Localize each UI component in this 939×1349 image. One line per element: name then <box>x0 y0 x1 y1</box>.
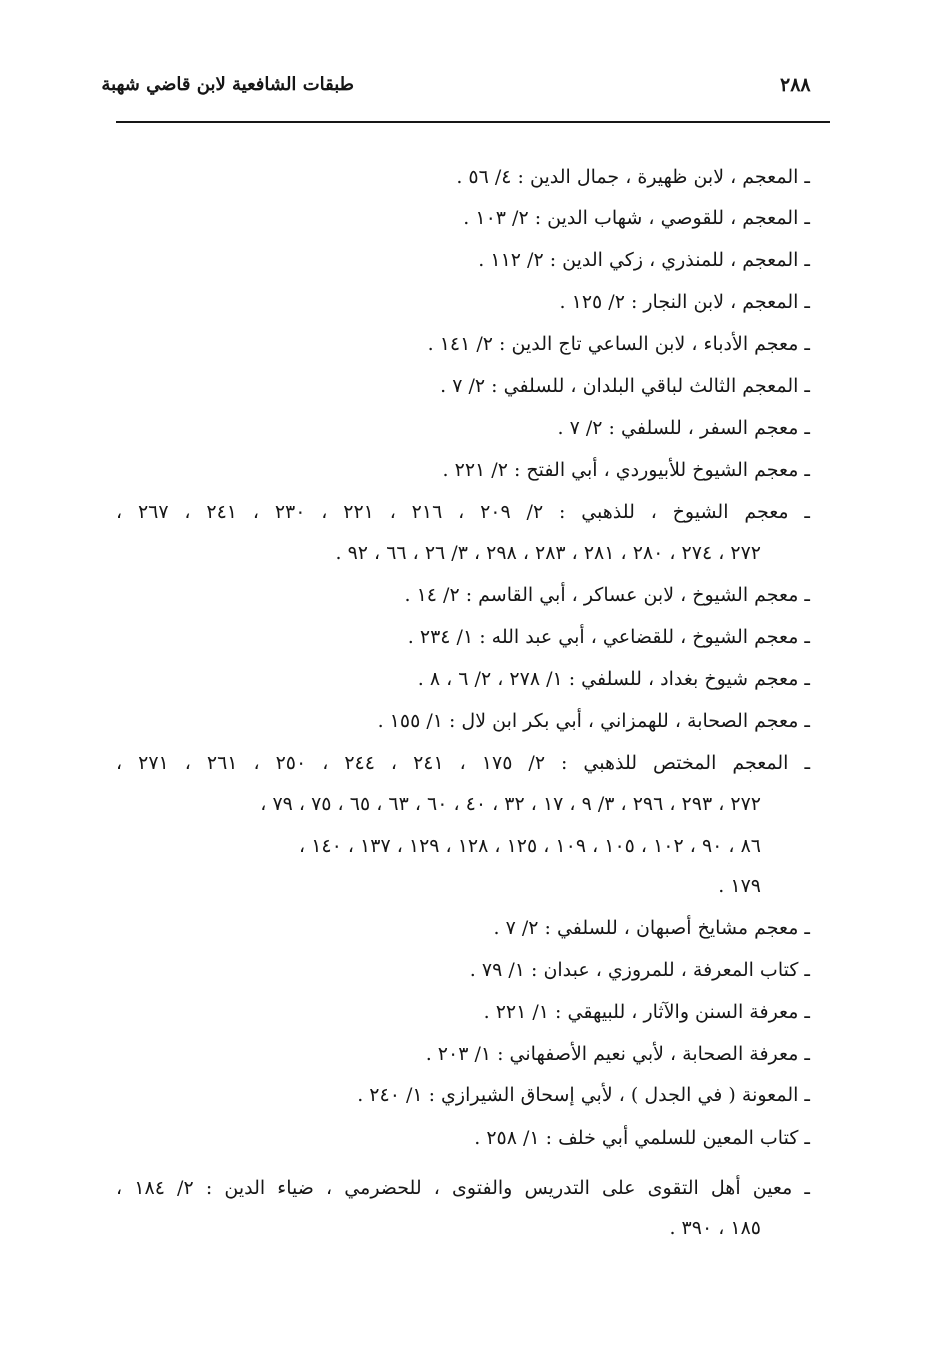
index-entry-continuation: ٨٦ ، ٩٠ ، ١٠٢ ، ١٠٥ ، ١٠٩ ، ١٢٥ ، ١٢٨ ، ١٢٩ ، ١٣٧ ، ١٤٠ ، <box>299 835 761 857</box>
index-entry: ـ المعجم ، لابن النجار : ٢/ ١٢٥ . <box>559 291 810 313</box>
index-entry: ـ المعجم ، لابن ظهيرة ، جمال الدين : ٤/ ٥٦ . <box>456 166 810 188</box>
index-entry: ـ كتاب المعين للسلمي أبي خلف : ١/ ٢٥٨ . <box>474 1127 810 1149</box>
index-entry: ـ المعجم الثالث لباقي البلدان ، للسلفي : ٢/ ٧ . <box>440 375 810 397</box>
index-entry: ـ كتاب المعرفة ، للمروزي ، عبدان : ١/ ٧٩ . <box>469 959 810 981</box>
index-entry-continuation: ٢٧٢ ، ٢٧٤ ، ٢٨٠ ، ٢٨١ ، ٢٨٣ ، ٢٩٨ ، ٣/ ٢٦ ، ٦٦ ، ٩٢ . <box>335 542 761 564</box>
index-entry: ـ المعجم ، للمنذري ، زكي الدين : ٢/ ١١٢ . <box>478 249 810 271</box>
index-entry: ـ معجم الشيوخ ، للذهبي : ٢/ ٢٠٩ ، ٢١٦ ، ٢٢١ ، ٢٣٠ ، ٢٤١ ، ٢٦٧ ، <box>116 501 810 523</box>
index-entry: ـ معجم مشايخ أصبهان ، للسلفي : ٢/ ٧ . <box>493 917 810 939</box>
index-entry: ـ معجم شيوخ بغداد ، للسلفي : ١/ ٢٧٨ ، ٢/ ٦ ، ٨ . <box>417 668 810 690</box>
index-entry: ـ معجم الشيوخ ، للقضاعي ، أبي عبد الله : ١/ ٢٣٤ . <box>407 626 810 648</box>
index-entry: ـ المعجم ، للقوصي ، شهاب الدين : ٢/ ١٠٣ . <box>463 207 810 229</box>
index-entry: ـ معجم الشيوخ ، لابن عساكر ، أبي القاسم : ٢/ ١٤ . <box>404 584 810 606</box>
index-entry: ـ معجم السفر ، للسلفي : ٢/ ٧ . <box>557 417 810 439</box>
index-entry-continuation: ١٧٩ . <box>718 875 761 897</box>
index-entry: ـ معجم الشيوخ للأبيوردي ، أبي الفتح : ٢/ ٢٢١ . <box>442 459 810 481</box>
running-header-title: طبقات الشافعية لابن قاضي شهبة <box>101 74 354 95</box>
index-entry: ـ معجم الأدباء ، لابن الساعي تاج الدين : ٢/ ١٤١ . <box>427 333 810 355</box>
index-entry: ـ معين أهل التقوى على التدريس والفتوى ، للحضرمي ، ضياء الدين : ٢/ ١٨٤ ، <box>116 1177 810 1199</box>
index-entry: ـ معرفة الصحابة ، لأبي نعيم الأصفهاني : ١/ ٢٠٣ . <box>425 1043 810 1065</box>
index-entry: ـ المعونة ( في الجدل ) ، لأبي إسحاق الشيرازي : ١/ ٢٤٠ . <box>357 1084 810 1106</box>
index-entry-continuation: ٢٧٢ ، ٢٩٣ ، ٢٩٦ ، ٣/ ٩ ، ١٧ ، ٣٢ ، ٤٠ ، ٦٠ ، ٦٣ ، ٦٥ ، ٧٥ ، ٧٩ ، <box>260 793 761 815</box>
index-entry-continuation: ١٨٥ ، ٣٩٠ . <box>669 1217 761 1239</box>
index-entry: ـ المعجم المختص للذهبي : ٢/ ١٧٥ ، ٢٤١ ، ٢٤٤ ، ٢٥٠ ، ٢٦١ ، ٢٧١ ، <box>116 752 811 774</box>
page-number: ٢٨٨ <box>780 74 811 96</box>
index-entry: ـ معرفة السنن والآثار ، للبيهقي : ١/ ٢٢١ . <box>483 1001 810 1023</box>
index-entry: ـ معجم الصحابة ، للهمزاني ، أبي بكر ابن لال : ١/ ١٥٥ . <box>377 710 810 732</box>
